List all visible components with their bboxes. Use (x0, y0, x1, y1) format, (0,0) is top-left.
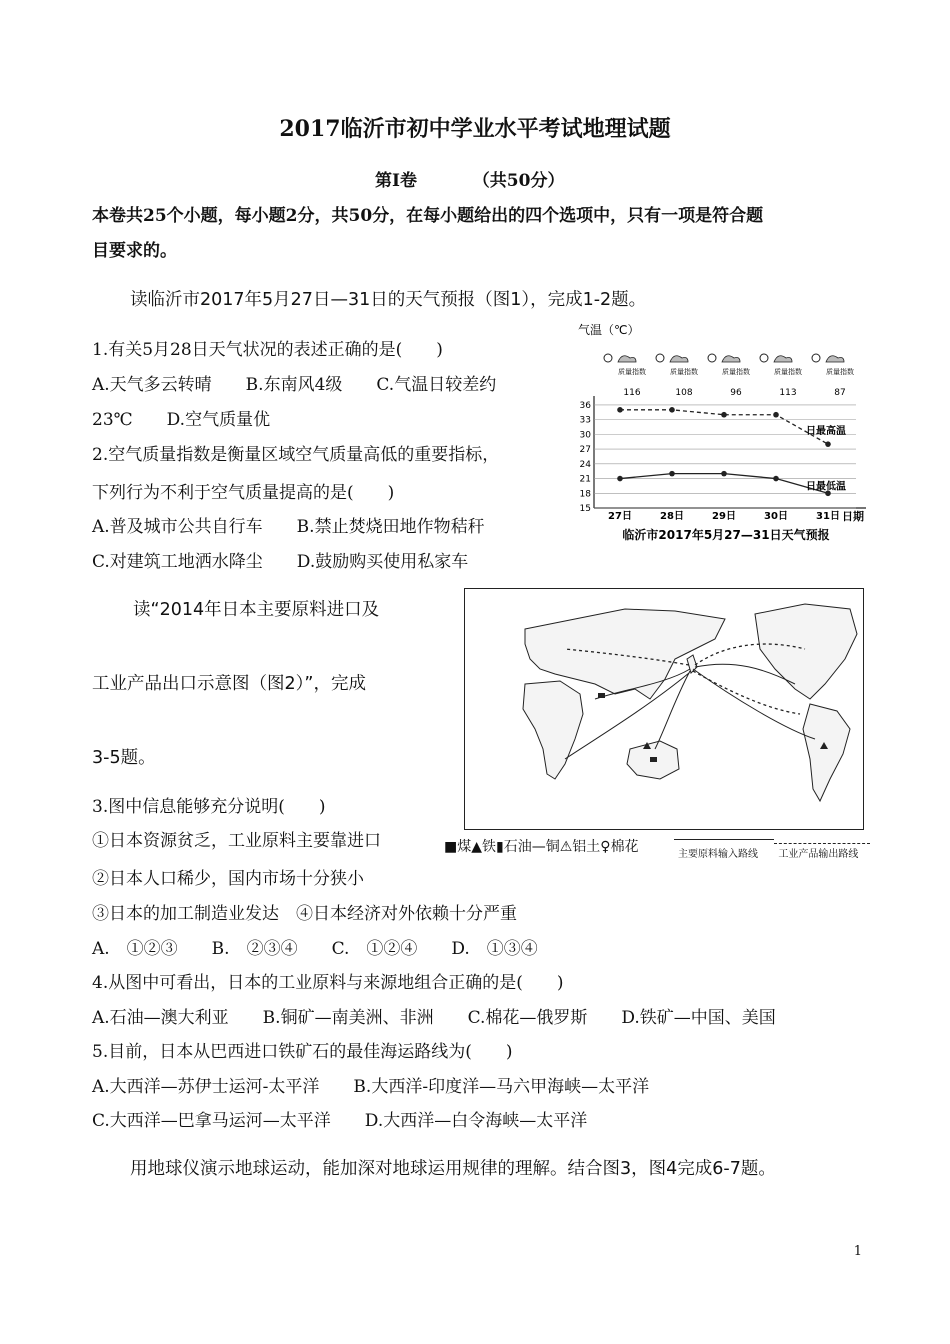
legend-bauxite: 铝土 (572, 839, 601, 855)
series-label: 日最高温 (806, 426, 846, 438)
world-trade-map (464, 588, 864, 830)
q2-stem-cont: 下列行为不利于空气质量提高的是( ) (92, 483, 395, 503)
coal-symbol (650, 757, 657, 762)
q4-options: A.石油—澳大利亚 B.铜矿—南美洲、非洲 C.棉花—俄罗斯 D.铁矿—中国、美国 (92, 1008, 776, 1028)
x-tick-label: 29日 (712, 511, 736, 522)
low-temp-point (773, 476, 779, 482)
high-temp-point (669, 407, 675, 413)
low-temp-point (669, 471, 675, 477)
q2-options-cd: C.对建筑工地洒水降尘 D.鼓励购买使用私家车 (92, 552, 469, 572)
read-instruction-2c: 3-5题。 (92, 748, 156, 768)
q1-options-line2: 23℃ D.空气质量优 (92, 410, 271, 430)
sun-cloud-icon (708, 354, 750, 398)
section-heading (375, 166, 564, 191)
q2-stem: 2.空气质量指数是衡量区域空气质量高低的重要指标， (92, 445, 500, 465)
world-map-svg (465, 589, 863, 829)
coal-legend-icon: ■ (444, 839, 458, 855)
sun-icon (812, 354, 820, 362)
low-temp-point (617, 476, 623, 482)
cloud-icon (670, 356, 688, 362)
legend-import-route: 主要原料输入路线 (678, 849, 758, 860)
y-tick-label: 27 (579, 445, 591, 456)
chart-title: 临沂市2017年5月27—31日天气预报 (622, 528, 830, 542)
q3-statement-1: ①日本资源贫乏，工业原料主要靠进口 (92, 831, 381, 851)
cloud-icon (722, 356, 740, 362)
aqi-value: 96 (730, 388, 742, 398)
read-instruction-3: 用地球仪演示地球运动，能加深对地球运用规律的理解。结合图3，图4完成6-7题。 (130, 1159, 776, 1179)
south-america-landmass (803, 704, 850, 801)
high-temp-point (773, 412, 779, 418)
q3-statement-2: ②日本人口稀少，国内市场十分狭小 (92, 869, 364, 889)
sun-cloud-icon (604, 354, 646, 398)
cotton-legend-icon: ♀ (600, 839, 611, 855)
low-temp-point (721, 471, 727, 477)
weather-chart-svg (576, 322, 876, 544)
aqi-value: 87 (834, 388, 846, 398)
weather-chart (576, 322, 876, 544)
y-tick-label: 18 (579, 489, 591, 500)
sun-icon (760, 354, 768, 362)
export-route-line-icon (774, 843, 870, 844)
aqi-value: 116 (623, 388, 641, 398)
instructions-line2: 目要求的。 (92, 241, 177, 261)
legend-routes (678, 845, 858, 860)
aqi-label: 质量指数 (774, 368, 802, 376)
legend-cotton: 棉花 (610, 839, 639, 855)
oil-legend-icon: ▮ (496, 839, 504, 855)
series-label: 日最低温 (806, 481, 846, 493)
cloud-icon (774, 356, 792, 362)
aqi-label: 质量指数 (618, 368, 646, 376)
q3-statements-3-4: ③日本的加工制造业发达 ④日本经济对外依赖十分严重 (92, 904, 517, 924)
cloud-sun-icon (760, 354, 802, 398)
q3-options: A. ①②③ B. ②③④ C. ①②④ D. ①③④ (92, 939, 538, 959)
aqi-label: 质量指数 (826, 368, 854, 376)
copper-legend-icon: — (531, 839, 546, 855)
high-temp-point (617, 407, 623, 413)
instructions-line1: 本卷共25个小题，每小题2分，共50分，在每小题给出的四个选项中，只有一项是符合题 (92, 206, 764, 226)
cloud-icon (826, 356, 844, 362)
x-tick-label: 31日 (816, 511, 840, 522)
q5-stem: 5.目前，日本从巴西进口铁矿石的最佳海运路线为( ) (92, 1042, 513, 1062)
legend-oil: 石油 (503, 839, 532, 855)
read-instruction-2a: 读“2014年日本主要原料进口及 (133, 600, 380, 620)
sun-icon (604, 354, 612, 362)
x-tick-label: 30日 (764, 511, 788, 522)
section-score: （共50分） (472, 171, 565, 191)
page-title: 2017临沂市初中学业水平考试地理试题 (279, 116, 671, 142)
aqi-value: 108 (675, 388, 693, 398)
y-tick-label: 24 (579, 459, 591, 470)
y-tick-label: 21 (579, 474, 591, 485)
oil-symbol (598, 693, 605, 698)
import-route-line-icon (674, 839, 774, 840)
q2-options-ab: A.普及城市公共自行车 B.禁止焚烧田地作物秸秆 (92, 517, 485, 537)
low-temp-line (620, 474, 828, 494)
legend-copper: 铜 (545, 839, 560, 855)
cloud-sun-icon (656, 354, 698, 398)
legend-iron: 铁 (482, 839, 497, 855)
iron-legend-icon: ▲ (471, 839, 483, 855)
y-tick-label: 30 (579, 430, 591, 441)
thunder-rain-icon (812, 354, 854, 398)
chart-xlabel: 日期 (842, 510, 864, 523)
y-tick-label: 33 (579, 415, 591, 426)
cloud-icon (618, 356, 636, 362)
high-temp-point (825, 441, 831, 447)
legend-export-route: 工业产品输出路线 (778, 849, 859, 860)
aqi-label: 质量指数 (670, 368, 698, 376)
q3-stem: 3.图中信息能够充分说明( ) (92, 797, 326, 817)
aqi-label: 质量指数 (722, 368, 750, 376)
aqi-value: 113 (779, 388, 797, 398)
q1-stem: 1.有关5月28日天气状况的表述正确的是( ) (92, 340, 443, 360)
north-america-landmass (755, 604, 857, 699)
legend-coal: 煤 (457, 839, 472, 855)
y-tick-label: 15 (579, 504, 591, 514)
x-tick-label: 28日 (660, 511, 684, 522)
q4-stem: 4.从图中可看出，日本的工业原料与来源地组合正确的是( ) (92, 973, 564, 993)
read-instruction-2b: 工业产品出口示意图（图2）”，完成 (92, 674, 366, 694)
page-number: 1 (853, 1244, 862, 1259)
section-label: 第Ⅰ卷 (375, 171, 417, 191)
read-instruction-1: 读临沂市2017年5月27日—31日的天气预报（图1），完成1-2题。 (130, 290, 647, 310)
chart-ylabel: 气温（℃） (578, 323, 640, 337)
q5-options-cd: C.大西洋—巴拿马运河—太平洋 D.大西洋—白令海峡—太平洋 (92, 1111, 588, 1131)
x-tick-label: 27日 (608, 511, 632, 522)
y-tick-label: 36 (579, 400, 591, 411)
q1-options-line1: A.天气多云转晴 B.东南风4级 C.气温日较差约 (92, 375, 497, 395)
bauxite-legend-icon: ⚠ (559, 839, 573, 855)
q5-options-ab: A.大西洋—苏伊士运河-太平洋 B.大西洋-印度洋—马六甲海峡—太平洋 (92, 1077, 650, 1097)
map-legend (444, 836, 639, 856)
sun-icon (656, 354, 664, 362)
sun-icon (708, 354, 716, 362)
high-temp-point (721, 412, 727, 418)
africa-landmass (523, 681, 583, 779)
